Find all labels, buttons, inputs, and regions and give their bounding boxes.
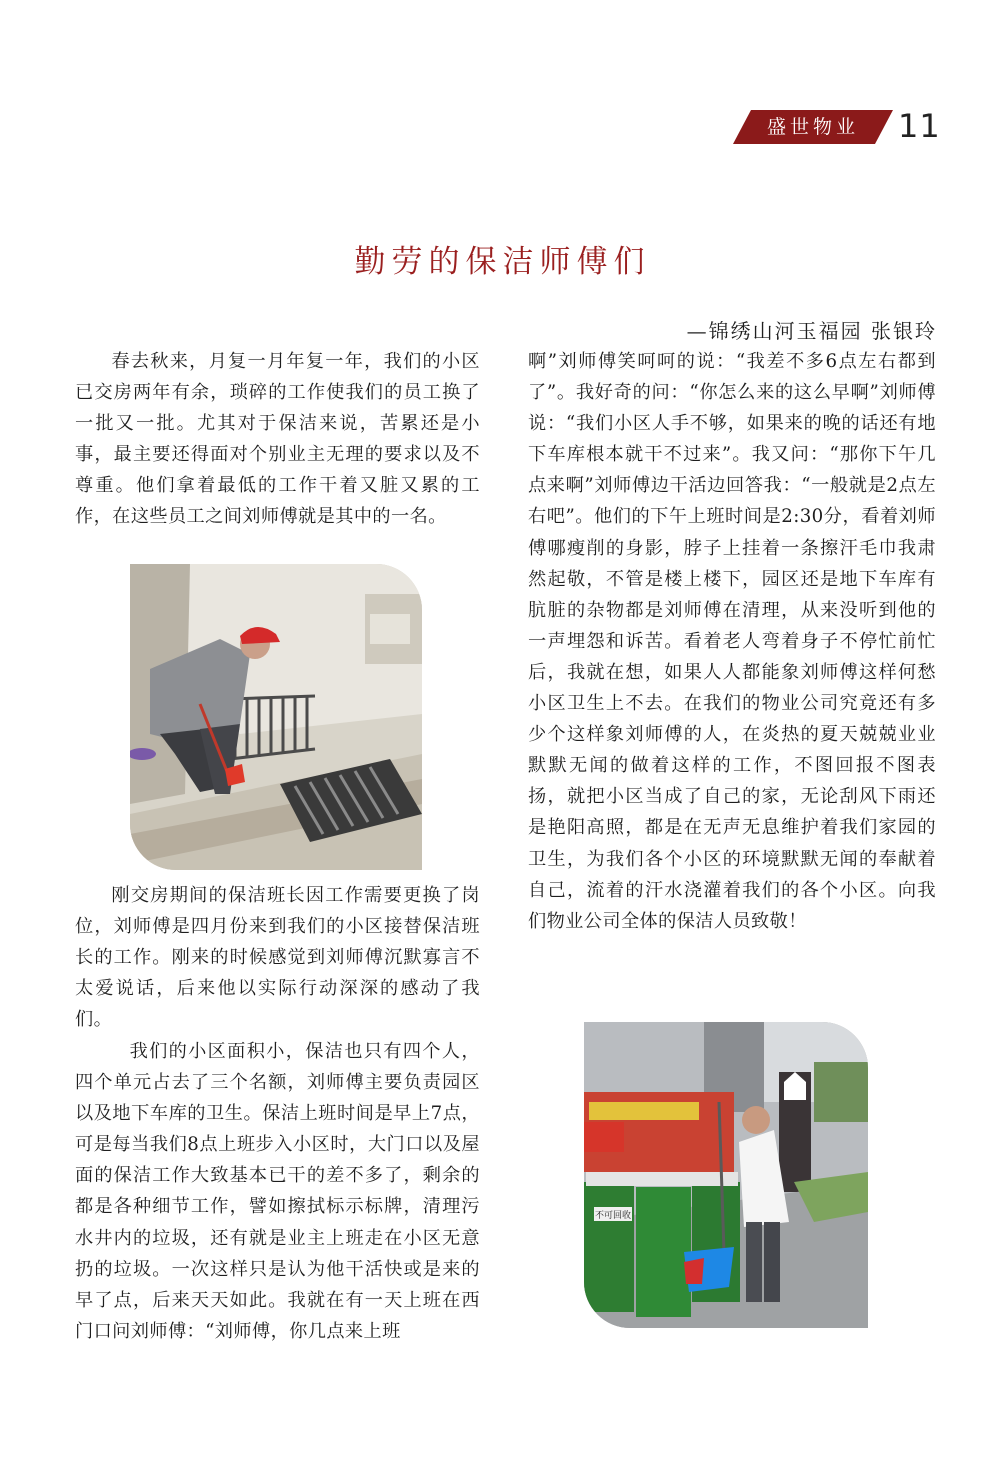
paragraph-3 [75, 1036, 480, 1347]
paragraph-3-text: 我们的小区面积小，保洁也只有四个人，四个单元占去了三个名额，刘师傅主要负责园区以及地下车库的卫生。保洁上班时间是早上7点，可是每当我们8点上班步入小区时，大门口以及屋面的保洁工作大致基本已干的差不多了，剩余的都是各种细节工作，譬如擦拭标示标牌，清理污水井内的垃圾，还有就是业主上班走在小区无意扔的垃圾。一次这样只是认为他干活快或是来的早了点，后来天天如此。我就在有一天上班在西门口问刘师傅：“刘师傅，你几点来上班 [75, 1041, 480, 1342]
photo-worker-cleaning-drain [130, 564, 422, 870]
photo-worker-cleaning-drain-illustration [130, 564, 422, 870]
photo-worker-at-trash-bins-illustration [584, 1022, 868, 1328]
photo-worker-at-trash-bins [584, 1022, 868, 1328]
paragraph-2-text: 刚交房期间的保洁班长因工作需要更换了岗位，刘师傅是四月份来到我们的小区接替保洁班长的工作。刚来的时候感觉到刘师傅沉默寡言不太爱说话，后来他以实际行动深深的感动了我们。 [75, 885, 480, 1031]
section-label: 盛世物业 [766, 116, 859, 138]
recycle-sign-text: 不可回收 [594, 1211, 632, 1221]
article-byline: —锦绣山河玉福园 张银玲 [686, 319, 937, 343]
paragraph-2 [75, 880, 480, 1035]
page-number: 11 [898, 107, 941, 145]
article-title: 勤劳的保洁师傅们 [354, 244, 651, 280]
paragraph-4-text: 啊”刘师傅笑呵呵的说：“我差不多6点左右都到了”。我好奇的问：“你怎么来的这么早啊”刘师傅说：“我们小区人手不够，如果来的晚的话还有地下车库根本就干不过来”。我又问：“那你下午几点来啊”刘师傅边干活边回答我：“一般就是2点左右吧”。他们的下午上班时间是2:30分，看着刘师傅哪瘦削的身影，脖子上挂着一条擦汗毛巾我肃然起敬，不管是楼上楼下，园区还是地下车库有肮脏的杂物都是刘师傅在清理，从来没听到他的一声埋怨和诉苦。看着老人弯着身子不停忙前忙后，我就在想，如果人人都能象刘师傅这样何愁小区卫生上不去。在我们的物业公司究竟还有多少个这样象刘师傅的人，在炎热的夏天兢兢业业默默无闻的做着这样的工作，不图回报不图表扬，就把小区当成了自己的家，无论刮风下雨还是艳阳高照，都是在无声无息维护着我们家园的卫生，为我们各个小区的环境默默无闻的奉献着自己，流着的汗水浇灌着我们的各个小区。向我们物业公司全体的保洁人员致敬！ [528, 351, 936, 932]
paragraph-1 [75, 346, 480, 533]
paragraph-4 [528, 346, 936, 937]
paragraph-1-text: 春去秋来，月复一月年复一年，我们的小区已交房两年有余，琐碎的工作使我们的员工换了一批又一批。尤其对于保洁来说，苦累还是小事，最主要还得面对个别业主无理的要求以及不尊重。他们拿着最低的工作干着又脏又累的工作，在这些员工之间刘师傅就是其中的一名。 [75, 351, 480, 528]
